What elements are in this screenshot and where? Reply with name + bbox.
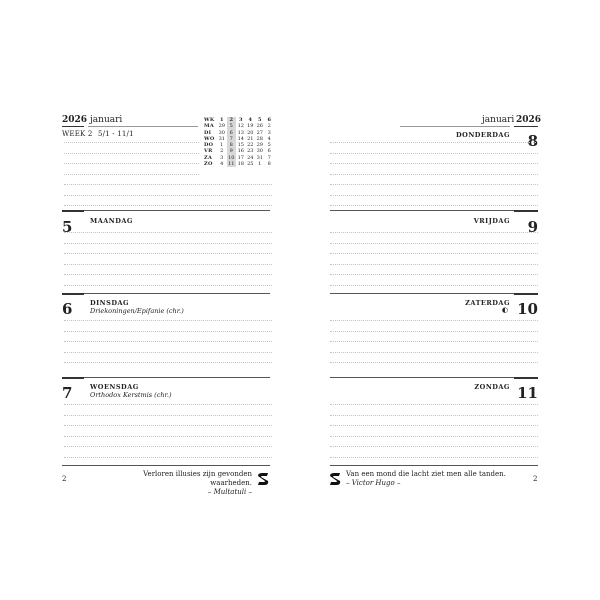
left-quote bbox=[110, 470, 252, 497]
mini-calendar-date: 9 bbox=[227, 148, 237, 154]
mini-calendar-wk-label: WK bbox=[204, 117, 215, 123]
mini-calendar-date: 31 bbox=[256, 154, 263, 161]
day-separator bbox=[62, 293, 270, 294]
day-name-maandag: MAANDAG bbox=[90, 217, 133, 225]
mini-calendar-date: 4 bbox=[267, 135, 271, 142]
ruled-line bbox=[64, 436, 272, 437]
mini-calendar-date: 1 bbox=[220, 142, 224, 149]
mini-calendar-date: 6 bbox=[227, 130, 237, 136]
day-separator-accent bbox=[62, 293, 84, 295]
ruled-line bbox=[330, 341, 538, 342]
mini-calendar-date: 1 bbox=[258, 161, 262, 168]
ruled-line bbox=[330, 404, 538, 405]
ruled-line bbox=[330, 274, 538, 275]
mini-calendar-date: 3 bbox=[267, 129, 271, 136]
ruled-line bbox=[330, 153, 538, 154]
day-separator-accent bbox=[514, 377, 538, 379]
ruled-line bbox=[64, 415, 272, 416]
ruled-line bbox=[330, 142, 538, 143]
holiday-orthodox-kerstmis: Orthodox Kerstmis (chr.) bbox=[90, 391, 172, 399]
holiday-epifanie: Driekoningen/Epifanie (chr.) bbox=[90, 307, 184, 315]
mini-calendar-week-number: 6 bbox=[267, 117, 271, 123]
mini-calendar-date: 27 bbox=[256, 129, 263, 136]
ruled-line bbox=[330, 174, 538, 175]
mini-calendar-day-label: DO bbox=[204, 142, 214, 149]
ruled-line bbox=[330, 205, 538, 206]
right-quote bbox=[346, 470, 506, 488]
day-separator bbox=[330, 210, 538, 211]
mini-calendar-date: 26 bbox=[256, 123, 263, 130]
mini-calendar-date: 12 bbox=[237, 123, 244, 130]
day-name-zaterdag: ZATERDAG bbox=[465, 299, 510, 307]
ruled-line bbox=[330, 264, 538, 265]
ruled-line bbox=[330, 436, 538, 437]
mini-calendar-date: 14 bbox=[237, 135, 244, 142]
mini-calendar-week-number: 5 bbox=[258, 117, 262, 123]
mini-calendar-week-number: 3 bbox=[239, 117, 243, 123]
ruled-line bbox=[64, 142, 199, 143]
day-name-donderdag: DONDERDAG bbox=[456, 131, 510, 139]
mini-calendar-date: 19 bbox=[247, 123, 254, 130]
week-number: WEEK 2 bbox=[62, 130, 93, 138]
ruled-line bbox=[330, 253, 538, 254]
mini-calendar-date: 2 bbox=[267, 123, 271, 130]
mini-calendar-date: 8 bbox=[267, 161, 271, 168]
ruled-line bbox=[330, 425, 538, 426]
mini-calendar-date: 13 bbox=[237, 129, 244, 136]
ruled-line bbox=[64, 352, 272, 353]
mini-calendar-day-label: ZA bbox=[204, 154, 213, 161]
right-page-number: 2 bbox=[533, 475, 538, 483]
footer-separator bbox=[330, 465, 538, 466]
day-number-7: 7 bbox=[62, 384, 73, 402]
ruled-line bbox=[64, 446, 272, 447]
right-year: 2026 bbox=[516, 115, 542, 125]
mini-calendar-day-label: VR bbox=[204, 148, 213, 155]
ruled-line bbox=[64, 404, 272, 405]
mini-calendar-week-number: 1 bbox=[220, 117, 224, 123]
day-number-6: 6 bbox=[62, 300, 73, 318]
ruled-line bbox=[64, 163, 199, 164]
day-name-vrijdag: VRIJDAG bbox=[473, 217, 510, 225]
ruled-line bbox=[330, 331, 538, 332]
ruled-line bbox=[64, 174, 199, 175]
day-separator-accent bbox=[62, 210, 84, 212]
ruled-line bbox=[330, 285, 538, 286]
ruled-line bbox=[64, 341, 272, 342]
ruled-line bbox=[64, 362, 272, 363]
right-month: januari bbox=[482, 115, 515, 125]
mini-calendar-week-number: 2 bbox=[227, 117, 237, 123]
ruled-line bbox=[64, 184, 272, 185]
mini-calendar-date: 20 bbox=[247, 129, 254, 136]
mini-calendar-date: 22 bbox=[247, 142, 254, 149]
ruled-line bbox=[64, 205, 272, 206]
right-year-rule bbox=[514, 126, 538, 127]
right-header-rule bbox=[400, 126, 510, 127]
mini-calendar-date: 16 bbox=[237, 148, 244, 155]
ruled-line bbox=[330, 457, 538, 458]
ruled-line bbox=[64, 195, 272, 196]
ruled-line bbox=[330, 243, 538, 244]
right-quote-text: Van een mond die lacht ziet men alle tanden. bbox=[346, 470, 506, 478]
left-year: 2026 bbox=[62, 115, 88, 125]
mini-calendar-date: 24 bbox=[247, 154, 254, 161]
mini-calendar-day-label: ZO bbox=[204, 161, 213, 168]
mini-calendar-date: 25 bbox=[247, 161, 254, 168]
mini-calendar-date: 5 bbox=[227, 123, 237, 129]
left-quote-author: – Multatuli – bbox=[207, 488, 252, 496]
mini-calendar-date: 29 bbox=[218, 123, 225, 130]
ruled-line bbox=[330, 362, 538, 363]
ruled-line bbox=[64, 320, 272, 321]
day-name-woensdag: WOENSDAG bbox=[90, 383, 139, 391]
day-number-11: 11 bbox=[517, 384, 538, 402]
left-header-rule bbox=[88, 126, 198, 127]
ruled-line bbox=[330, 163, 538, 164]
mini-calendar-date: 15 bbox=[237, 142, 244, 149]
ruled-line bbox=[330, 184, 538, 185]
ruled-line bbox=[330, 195, 538, 196]
mini-calendar-day-label: DI bbox=[204, 129, 212, 136]
day-number-10: 10 bbox=[517, 300, 538, 318]
ruled-line bbox=[330, 352, 538, 353]
mini-calendar-date: 29 bbox=[256, 142, 263, 149]
ruled-line bbox=[64, 243, 272, 244]
mini-calendar-week-number: 4 bbox=[248, 117, 252, 123]
mini-calendar-date: 2 bbox=[220, 148, 224, 155]
day-name-zondag: ZONDAG bbox=[474, 383, 510, 391]
mini-calendar-date: 5 bbox=[267, 142, 271, 149]
day-separator-accent bbox=[62, 377, 84, 379]
mini-calendar-day-label: WO bbox=[204, 135, 215, 142]
mini-calendar-date: 30 bbox=[218, 129, 225, 136]
brand-logo-icon bbox=[328, 472, 342, 486]
week-label bbox=[62, 130, 134, 138]
ruled-line bbox=[64, 153, 199, 154]
mini-calendar-date: 21 bbox=[247, 135, 254, 142]
right-quote-author: – Victor Hugo – bbox=[346, 479, 401, 487]
mini-calendar-date: 3 bbox=[220, 154, 224, 161]
mini-calendar-date: 6 bbox=[267, 148, 271, 155]
day-separator-accent bbox=[514, 293, 538, 295]
left-quote-text: Verloren illusies zijn gevonden waarheden. bbox=[143, 470, 252, 487]
mini-calendar bbox=[204, 117, 274, 167]
day-separator bbox=[330, 377, 538, 378]
mini-calendar-day-label: MA bbox=[204, 123, 215, 130]
day-separator bbox=[62, 210, 270, 211]
footer-separator bbox=[62, 465, 270, 466]
mini-calendar-date: 28 bbox=[256, 135, 263, 142]
mini-calendar-date: 18 bbox=[237, 161, 244, 168]
left-page-number: 2 bbox=[62, 475, 67, 483]
mini-calendar-date: 8 bbox=[227, 142, 237, 148]
day-separator-accent bbox=[514, 210, 538, 212]
ruled-line bbox=[64, 285, 272, 286]
mini-calendar-date: 10 bbox=[228, 154, 235, 161]
left-year-rule bbox=[62, 126, 84, 127]
mini-calendar-date: 11 bbox=[228, 161, 235, 168]
day-number-5: 5 bbox=[62, 218, 73, 236]
day-number-8: 8 bbox=[527, 132, 538, 150]
ruled-line bbox=[64, 253, 272, 254]
ruled-line bbox=[64, 425, 272, 426]
ruled-line bbox=[64, 274, 272, 275]
day-separator bbox=[62, 377, 270, 378]
ruled-line bbox=[330, 415, 538, 416]
mini-calendar-date: 4 bbox=[220, 161, 224, 168]
mini-calendar-date: 23 bbox=[247, 148, 254, 155]
day-separator bbox=[330, 293, 538, 294]
ruled-line bbox=[330, 446, 538, 447]
ruled-line bbox=[64, 457, 272, 458]
mini-calendar-date: 31 bbox=[218, 135, 225, 142]
moon-phase-icon: ◐ bbox=[501, 306, 508, 314]
day-name-dinsdag: DINSDAG bbox=[90, 299, 130, 307]
mini-calendar-date: 17 bbox=[237, 154, 244, 161]
mini-calendar-date: 7 bbox=[227, 136, 237, 142]
week-range: 5/1 - 11/1 bbox=[97, 130, 134, 138]
mini-calendar-date: 7 bbox=[267, 154, 271, 161]
ruled-line bbox=[64, 331, 272, 332]
day-number-9: 9 bbox=[527, 218, 538, 236]
brand-logo-icon bbox=[256, 472, 270, 486]
left-month: januari bbox=[90, 115, 123, 125]
mini-calendar-date: 30 bbox=[256, 148, 263, 155]
ruled-line bbox=[330, 232, 538, 233]
ruled-line bbox=[64, 232, 272, 233]
ruled-line bbox=[64, 264, 272, 265]
ruled-line bbox=[330, 320, 538, 321]
